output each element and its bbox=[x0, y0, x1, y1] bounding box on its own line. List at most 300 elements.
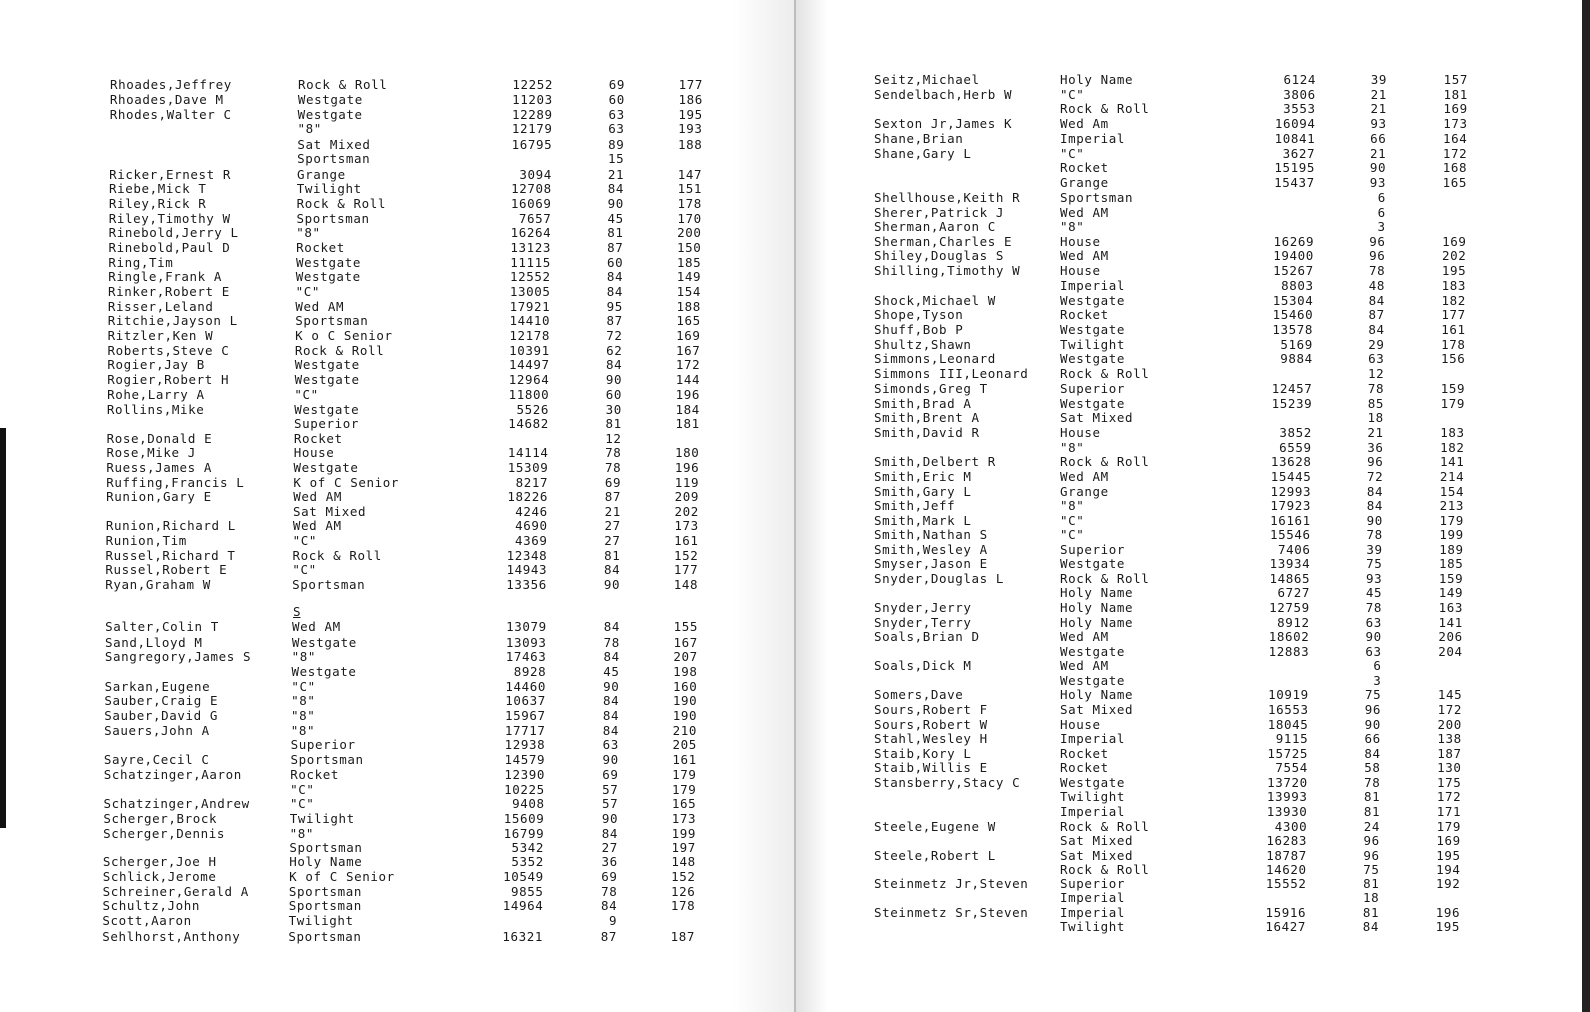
bowler-id: 15725 bbox=[1267, 746, 1309, 761]
bowler-id: 17717 bbox=[504, 723, 546, 738]
bowler-id: 15460 bbox=[1272, 307, 1314, 322]
bowler-name: Schatzinger,Aaron bbox=[103, 767, 242, 782]
bowler-name: Rinebold,Jerry L bbox=[108, 225, 239, 240]
bowler-id: 14943 bbox=[506, 562, 548, 577]
bowler-id: 4300 bbox=[1274, 819, 1308, 834]
bowler-id: 10225 bbox=[504, 782, 545, 797]
league-name: Westgate bbox=[294, 372, 360, 387]
roster-row bbox=[796, 761, 1590, 775]
league-name: Wed AM bbox=[295, 299, 345, 314]
roster-row bbox=[796, 805, 1590, 819]
games-count: 21 bbox=[604, 504, 621, 519]
roster-row bbox=[796, 616, 1590, 630]
bowler-id: 12938 bbox=[504, 737, 546, 752]
games-count: 84 bbox=[602, 708, 620, 723]
games-count: 84 bbox=[603, 619, 620, 634]
games-count: 78 bbox=[1365, 600, 1383, 615]
average-score: 199 bbox=[1439, 527, 1464, 542]
league-name: "C" bbox=[289, 796, 315, 811]
bowler-name: Ritchie,Jayson L bbox=[107, 313, 238, 328]
bowler-id: 16269 bbox=[1273, 234, 1315, 249]
bowler-id: 5526 bbox=[516, 402, 550, 417]
roster-row bbox=[0, 636, 796, 650]
average-score: 196 bbox=[674, 460, 700, 475]
games-count: 18 bbox=[1367, 410, 1384, 425]
average-score: 152 bbox=[674, 548, 699, 563]
league-name: Westgate bbox=[297, 107, 363, 122]
games-count: 87 bbox=[1368, 307, 1385, 322]
bowler-id: 11115 bbox=[510, 255, 551, 270]
roster-row bbox=[0, 432, 796, 446]
bowler-name: Smith,Wesley A bbox=[874, 542, 988, 557]
roster-row bbox=[796, 601, 1590, 615]
league-name: Twilight bbox=[1060, 789, 1126, 804]
bowler-name: Runion,Gary E bbox=[106, 489, 212, 504]
bowler-id: 14620 bbox=[1266, 862, 1307, 877]
average-score: 199 bbox=[671, 826, 696, 841]
bowler-name: Smith,Brent A bbox=[874, 410, 980, 425]
games-count: 63 bbox=[1365, 615, 1382, 630]
average-score: 161 bbox=[1441, 322, 1466, 337]
roster-row bbox=[796, 191, 1590, 205]
league-name: Westgate bbox=[1060, 775, 1126, 790]
bowler-id: 10919 bbox=[1268, 687, 1309, 702]
games-count: 24 bbox=[1363, 819, 1380, 834]
games-count: 27 bbox=[604, 533, 621, 548]
average-score: 161 bbox=[672, 752, 697, 767]
games-count: 90 bbox=[1366, 513, 1383, 528]
bowler-id: 11800 bbox=[508, 387, 550, 402]
average-score: 210 bbox=[672, 723, 697, 738]
average-score: 178 bbox=[677, 196, 702, 211]
roster-row bbox=[796, 352, 1590, 366]
league-name: Rocket bbox=[1060, 160, 1109, 175]
league-name: "C" bbox=[1060, 146, 1085, 161]
bowler-id: 8803 bbox=[1281, 278, 1314, 293]
roster-row bbox=[0, 724, 796, 738]
roster-row bbox=[0, 403, 796, 417]
league-name: Twilight bbox=[1060, 919, 1126, 934]
bowler-name: Sehlhorst,Anthony bbox=[102, 929, 241, 944]
bowler-id: 11203 bbox=[512, 92, 553, 107]
league-name: "C" bbox=[295, 284, 320, 299]
league-name: Sportsman bbox=[296, 211, 370, 226]
roster-row bbox=[0, 680, 796, 694]
roster-row bbox=[796, 849, 1590, 863]
average-score: 152 bbox=[671, 869, 696, 884]
games-count: 18 bbox=[1363, 890, 1380, 905]
average-score: 183 bbox=[1440, 425, 1465, 440]
league-name: "C" bbox=[294, 387, 319, 402]
average-score: 200 bbox=[677, 225, 702, 240]
roster-row bbox=[796, 264, 1590, 278]
league-name: Imperial bbox=[1060, 131, 1126, 146]
average-score: 179 bbox=[672, 767, 697, 782]
average-score: 147 bbox=[677, 167, 703, 182]
bowler-name: Rhoades,Dave M bbox=[109, 92, 224, 107]
bowler-name: Russel,Robert E bbox=[105, 562, 228, 577]
average-score: 170 bbox=[677, 211, 702, 226]
bowler-id: 3553 bbox=[1283, 101, 1316, 116]
roster-row bbox=[0, 256, 796, 270]
games-count: 84 bbox=[601, 826, 618, 841]
roster-row bbox=[796, 102, 1590, 116]
league-name: Holy Name bbox=[1060, 600, 1134, 615]
league-name: Sportsman bbox=[288, 929, 362, 944]
roster-row bbox=[796, 906, 1590, 920]
bowler-name: Shuff,Bob P bbox=[874, 322, 964, 337]
roster-row bbox=[796, 790, 1590, 804]
bowler-name: Snyder,Douglas L bbox=[874, 571, 1005, 586]
games-count: 84 bbox=[1366, 498, 1383, 513]
league-name: Rocket bbox=[293, 431, 343, 446]
bowler-id: 6124 bbox=[1283, 72, 1316, 87]
bowler-name: Ruess,James A bbox=[106, 460, 213, 475]
average-score: 154 bbox=[676, 284, 701, 299]
games-count: 9 bbox=[609, 913, 618, 928]
league-name: Imperial bbox=[1060, 278, 1126, 293]
games-count: 78 bbox=[603, 635, 620, 650]
bowler-name: Sendelbach,Herb W bbox=[874, 87, 1013, 102]
league-name: "C" bbox=[1060, 513, 1085, 528]
league-name: Imperial bbox=[1060, 804, 1126, 819]
average-score: 156 bbox=[1440, 351, 1466, 366]
league-name: Westgate bbox=[1060, 556, 1126, 571]
bowler-name: Sayre,Cecil C bbox=[103, 752, 210, 767]
bowler-id: 15967 bbox=[505, 708, 546, 723]
bowler-id: 13005 bbox=[509, 284, 551, 299]
bowler-name: Scherger,Brock bbox=[103, 811, 218, 826]
games-count: 75 bbox=[1364, 687, 1382, 702]
league-name: Rock & Roll bbox=[298, 77, 388, 92]
games-count: 81 bbox=[1363, 804, 1381, 819]
league-name: Westgate bbox=[293, 460, 359, 475]
bowler-name: Stahl,Wesley H bbox=[874, 731, 988, 746]
league-name: Sportsman bbox=[1060, 190, 1134, 205]
league-name: Superior bbox=[290, 737, 356, 752]
bowler-name: Scherger,Dennis bbox=[103, 826, 226, 841]
average-score: 163 bbox=[1438, 600, 1464, 615]
league-name: Sportsman bbox=[295, 313, 369, 328]
bowler-name: Ringle,Frank A bbox=[108, 269, 222, 284]
games-count: 78 bbox=[605, 445, 622, 460]
games-count: 84 bbox=[1362, 919, 1379, 934]
roster-row bbox=[0, 373, 796, 387]
average-score: 192 bbox=[1436, 876, 1461, 891]
bowler-id: 5342 bbox=[511, 840, 545, 855]
games-count: 90 bbox=[602, 752, 619, 767]
league-name: Grange bbox=[296, 167, 346, 182]
games-count: 84 bbox=[1368, 293, 1385, 308]
roster-row bbox=[0, 870, 796, 884]
league-name: Imperial bbox=[1060, 905, 1126, 920]
average-score: 186 bbox=[678, 92, 703, 107]
bowler-name: Sherer,Patrick J bbox=[874, 205, 1005, 220]
league-name: "8" bbox=[290, 723, 316, 738]
bowler-id: 12289 bbox=[512, 107, 553, 122]
bowler-id: 14460 bbox=[505, 679, 547, 694]
roster-row bbox=[796, 382, 1590, 396]
bowler-name: Sherman,Aaron C bbox=[874, 219, 996, 234]
roster-row bbox=[0, 563, 796, 577]
bowler-id: 6727 bbox=[1277, 585, 1310, 600]
bowler-id: 12178 bbox=[509, 328, 550, 343]
bowler-name: Snyder,Jerry bbox=[874, 600, 972, 615]
league-name: Sportsman bbox=[288, 898, 362, 913]
league-name: "8" bbox=[297, 121, 322, 136]
right-page bbox=[796, 0, 1590, 1012]
league-name: House bbox=[293, 445, 335, 460]
roster-row bbox=[796, 630, 1590, 644]
bowler-id: 13123 bbox=[510, 240, 552, 255]
games-count: 93 bbox=[1369, 175, 1387, 190]
league-name: Grange bbox=[1060, 484, 1109, 499]
bowler-name: Sand,Lloyd M bbox=[104, 635, 203, 650]
games-count: 78 bbox=[605, 460, 622, 475]
league-name: Westgate bbox=[1060, 673, 1126, 688]
games-count: 69 bbox=[602, 767, 619, 782]
bowler-id: 17463 bbox=[505, 649, 547, 664]
league-name: Superior bbox=[294, 416, 360, 431]
bowler-id: 15239 bbox=[1271, 396, 1313, 411]
games-count: 6 bbox=[1373, 658, 1382, 673]
roster-row bbox=[0, 108, 796, 122]
average-score: 182 bbox=[1441, 293, 1466, 308]
games-count: 87 bbox=[604, 489, 621, 504]
league-name: Westgate bbox=[295, 269, 361, 284]
bowler-id: 3627 bbox=[1282, 146, 1316, 161]
bowler-name: Risser,Leland bbox=[107, 299, 214, 314]
roster-row bbox=[0, 285, 796, 299]
league-name: Rock & Roll bbox=[292, 548, 382, 563]
roster-row bbox=[796, 834, 1590, 848]
bowler-id: 16427 bbox=[1265, 919, 1306, 934]
roster-row bbox=[796, 455, 1590, 469]
roster-row bbox=[796, 249, 1590, 263]
league-name: K of C Senior bbox=[289, 869, 395, 884]
bowler-name: Shane,Brian bbox=[874, 131, 964, 146]
roster-row bbox=[0, 768, 796, 782]
league-name: "8" bbox=[290, 708, 316, 723]
league-name: "C" bbox=[290, 782, 315, 797]
bowler-id: 15195 bbox=[1274, 160, 1315, 175]
games-count: 45 bbox=[1365, 585, 1383, 600]
games-count: 66 bbox=[1370, 131, 1387, 146]
games-count: 96 bbox=[1363, 833, 1380, 848]
bowler-id: 13993 bbox=[1266, 789, 1308, 804]
average-score: 172 bbox=[1442, 146, 1468, 161]
games-count: 21 bbox=[607, 167, 625, 182]
games-count: 93 bbox=[1366, 571, 1383, 586]
roster-row bbox=[796, 891, 1590, 905]
games-count: 78 bbox=[1364, 775, 1381, 790]
bowler-id: 16553 bbox=[1267, 702, 1309, 717]
roster-row bbox=[796, 397, 1590, 411]
average-score: 177 bbox=[673, 562, 699, 577]
bowler-id: 12348 bbox=[506, 548, 548, 563]
roster-row bbox=[0, 930, 796, 944]
bowler-name: Smith,Nathan S bbox=[874, 527, 988, 542]
roster-row bbox=[0, 694, 796, 708]
average-score: 165 bbox=[1442, 175, 1468, 190]
roster-row bbox=[0, 519, 796, 533]
bowler-id: 4690 bbox=[515, 518, 548, 533]
league-name: Wed Am bbox=[1060, 116, 1109, 131]
bowler-name: Staib,Willis E bbox=[874, 760, 988, 775]
average-score: 161 bbox=[674, 533, 699, 548]
average-score: 179 bbox=[1439, 513, 1464, 528]
league-name: "C" bbox=[291, 679, 316, 694]
bowler-name: Rogier,Jay B bbox=[107, 357, 205, 372]
games-count: 90 bbox=[605, 372, 623, 387]
league-name: Sportsman bbox=[288, 884, 363, 899]
league-name: Sat Mixed bbox=[1060, 833, 1134, 848]
games-count: 27 bbox=[601, 840, 618, 855]
average-score: 190 bbox=[672, 708, 698, 723]
average-score: 171 bbox=[1436, 804, 1462, 819]
average-score: 196 bbox=[1435, 905, 1461, 920]
bowler-name: Smith,Delbert R bbox=[874, 454, 996, 469]
average-score: 138 bbox=[1437, 731, 1462, 746]
bowler-id: 18226 bbox=[507, 489, 548, 504]
games-count: 84 bbox=[604, 562, 621, 577]
games-count: 57 bbox=[602, 782, 619, 797]
bowler-id: 13093 bbox=[505, 635, 547, 650]
average-score: 177 bbox=[678, 77, 703, 92]
bowler-id: 9855 bbox=[511, 884, 544, 899]
bowler-id: 6559 bbox=[1279, 440, 1312, 455]
league-name: Imperial bbox=[1060, 731, 1126, 746]
bowler-name: Smith,Jeff bbox=[874, 498, 956, 513]
roster-row bbox=[796, 411, 1590, 425]
bowler-id: 13079 bbox=[506, 619, 547, 634]
bowler-id: 13356 bbox=[506, 577, 547, 592]
games-count: 21 bbox=[1370, 87, 1387, 102]
games-count: 96 bbox=[1367, 454, 1384, 469]
games-count: 75 bbox=[1366, 556, 1383, 571]
bowler-id: 10549 bbox=[503, 869, 544, 884]
league-name: Holy Name bbox=[1060, 687, 1134, 702]
bowler-name: Smith,David R bbox=[874, 425, 980, 440]
roster-row bbox=[0, 461, 796, 475]
bowler-id: 18787 bbox=[1266, 848, 1307, 863]
average-score: 205 bbox=[672, 737, 697, 752]
league-name: Wed AM bbox=[1060, 658, 1109, 673]
roster-row bbox=[0, 855, 796, 869]
games-count: 81 bbox=[1362, 905, 1380, 920]
league-name: Sat Mixed bbox=[1060, 702, 1134, 717]
league-name: Rocket bbox=[1060, 760, 1109, 775]
roster-row bbox=[796, 176, 1590, 190]
bowler-id: 12552 bbox=[510, 269, 551, 284]
average-score: 160 bbox=[673, 679, 698, 694]
bowler-name: Shellhouse,Keith R bbox=[874, 190, 1021, 205]
games-count: 89 bbox=[608, 137, 625, 152]
bowler-id: 12252 bbox=[512, 77, 553, 92]
bowler-name: Smith,Gary L bbox=[874, 484, 972, 499]
roster-row bbox=[796, 572, 1590, 586]
league-name: Twilight bbox=[288, 913, 354, 928]
league-name: Wed AM bbox=[292, 619, 341, 634]
bowler-id: 12179 bbox=[511, 121, 553, 136]
bowler-name: Sangregory,James S bbox=[104, 649, 252, 664]
league-name: Rock & Roll bbox=[1060, 571, 1150, 586]
roster-row bbox=[0, 78, 796, 92]
league-name: Rock & Roll bbox=[1060, 862, 1150, 877]
league-name: "8" bbox=[1060, 498, 1085, 513]
bowler-id: 12390 bbox=[504, 767, 545, 782]
league-name: "8" bbox=[291, 649, 317, 664]
roster-row bbox=[796, 338, 1590, 352]
bowler-id: 14410 bbox=[509, 313, 551, 328]
roster-row bbox=[796, 688, 1590, 702]
roster-row bbox=[0, 534, 796, 548]
bowler-id: 9408 bbox=[512, 796, 545, 811]
bowler-id: 17921 bbox=[509, 299, 551, 314]
bowler-id: 7554 bbox=[1275, 760, 1308, 775]
bowler-name: Simmons,Leonard bbox=[874, 351, 996, 366]
average-score: 172 bbox=[1436, 789, 1462, 804]
average-score: 145 bbox=[1437, 687, 1463, 702]
games-count: 12 bbox=[605, 431, 622, 446]
bowler-id: 14865 bbox=[1269, 571, 1311, 586]
bowler-name: Soals,Brian D bbox=[874, 629, 980, 644]
league-name: Sat Mixed bbox=[297, 137, 371, 152]
games-count: 30 bbox=[605, 402, 622, 417]
games-count: 62 bbox=[606, 343, 623, 358]
league-name: "8" bbox=[296, 225, 321, 240]
games-count: 3 bbox=[1377, 219, 1386, 234]
games-count: 27 bbox=[604, 518, 621, 533]
league-name: Sat Mixed bbox=[1060, 410, 1134, 425]
league-name: Wed AM bbox=[1060, 469, 1109, 484]
games-count: 63 bbox=[1365, 644, 1382, 659]
bowler-name: Steele,Robert L bbox=[874, 848, 996, 863]
bowler-id: 14964 bbox=[502, 898, 544, 913]
games-count: 78 bbox=[1367, 381, 1385, 396]
average-score: 167 bbox=[673, 635, 698, 650]
games-count: 81 bbox=[1363, 876, 1380, 891]
roster-row bbox=[796, 528, 1590, 542]
average-score: 178 bbox=[670, 898, 696, 913]
bowler-name: Somers,Dave bbox=[874, 687, 964, 702]
games-count: 21 bbox=[1370, 101, 1387, 116]
bowler-id: 16094 bbox=[1274, 116, 1316, 131]
average-score: 148 bbox=[671, 854, 696, 869]
games-count: 45 bbox=[603, 664, 620, 679]
bowler-name: Scherger,Joe H bbox=[102, 854, 217, 869]
roster-row bbox=[796, 920, 1590, 934]
bowler-id: 13628 bbox=[1270, 454, 1312, 469]
average-score: 189 bbox=[1439, 542, 1464, 557]
roster-row bbox=[796, 863, 1590, 877]
average-score: 130 bbox=[1437, 760, 1462, 775]
average-score: 150 bbox=[677, 240, 702, 255]
games-count: 85 bbox=[1367, 396, 1384, 411]
games-count: 90 bbox=[1365, 629, 1382, 644]
roster-row bbox=[796, 147, 1590, 161]
league-name: House bbox=[1060, 263, 1101, 278]
bowler-id: 4246 bbox=[515, 504, 548, 519]
bowler-id: 16795 bbox=[511, 137, 553, 152]
roster-row bbox=[0, 168, 796, 182]
games-count: 93 bbox=[1370, 116, 1387, 131]
bowler-id: 8217 bbox=[515, 475, 549, 490]
bowler-name: Sauers,John A bbox=[104, 723, 210, 738]
games-count: 81 bbox=[605, 416, 622, 431]
average-score: 213 bbox=[1439, 498, 1464, 513]
games-count: 96 bbox=[1369, 248, 1386, 263]
